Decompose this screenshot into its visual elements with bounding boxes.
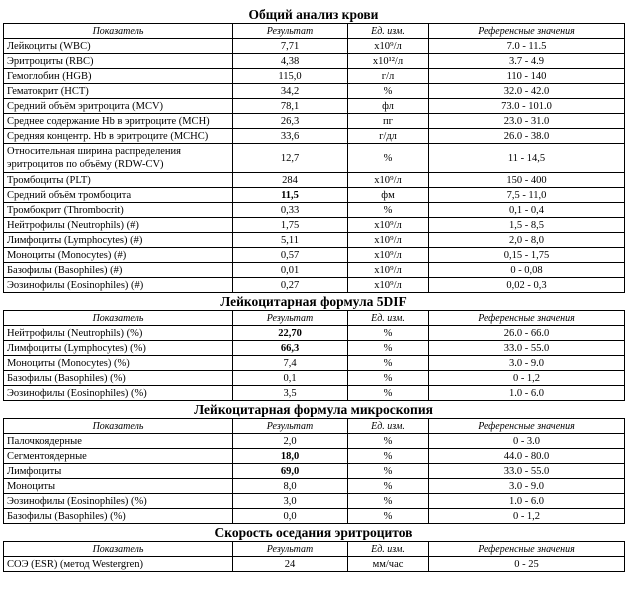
table-row bbox=[4, 557, 625, 572]
reference-range: 44.0 - 80.0 bbox=[429, 449, 625, 464]
reference-range: 110 - 140 bbox=[429, 69, 625, 84]
result-value: 26,3 bbox=[233, 114, 348, 129]
section-title: Лейкоцитарная формула микроскопия bbox=[194, 402, 433, 417]
result-value: 115,0 bbox=[233, 69, 348, 84]
result-value: 0,33 bbox=[233, 203, 348, 218]
result-value: 33,6 bbox=[233, 129, 348, 144]
column-header-unit: Ед. изм. bbox=[348, 419, 429, 434]
results-table bbox=[3, 541, 625, 572]
result-value: 7,71 bbox=[233, 39, 348, 54]
reference-range: 3.7 - 4.9 bbox=[429, 54, 625, 69]
reference-range: 0 - 3.0 bbox=[429, 434, 625, 449]
unit-value: % bbox=[348, 386, 429, 401]
unit-value: % bbox=[348, 203, 429, 218]
reference-range: 23.0 - 31.0 bbox=[429, 114, 625, 129]
reference-range: 0,1 - 0,4 bbox=[429, 203, 625, 218]
reference-range: 3.0 - 9.0 bbox=[429, 356, 625, 371]
result-value: 8,0 bbox=[233, 479, 348, 494]
result-value: 66,3 bbox=[233, 341, 348, 356]
unit-value: % bbox=[348, 326, 429, 341]
unit-value: % bbox=[348, 509, 429, 524]
parameter-name: Лейкоциты (WBC) bbox=[4, 39, 233, 54]
parameter-name: Моноциты bbox=[4, 479, 233, 494]
unit-value: % bbox=[348, 341, 429, 356]
table-row bbox=[4, 509, 625, 524]
unit-value: x10⁹/л bbox=[348, 218, 429, 233]
table-header-row bbox=[4, 24, 625, 39]
result-value: 24 bbox=[233, 557, 348, 572]
parameter-name: Базофилы (Basophiles) (#) bbox=[4, 263, 233, 278]
parameter-name: Гемоглобин (HGB) bbox=[4, 69, 233, 84]
table-header-row bbox=[4, 542, 625, 557]
column-header-reference: Референсные значения bbox=[429, 24, 625, 39]
result-value: 12,7 bbox=[233, 144, 348, 173]
parameter-name: Лимфоциты bbox=[4, 464, 233, 479]
column-header-unit: Ед. изм. bbox=[348, 542, 429, 557]
table-row bbox=[4, 356, 625, 371]
results-table bbox=[3, 310, 625, 401]
reference-range: 0 - 25 bbox=[429, 557, 625, 572]
unit-value: мм/час bbox=[348, 557, 429, 572]
unit-value: % bbox=[348, 449, 429, 464]
result-value: 34,2 bbox=[233, 84, 348, 99]
reference-range: 3.0 - 9.0 bbox=[429, 479, 625, 494]
unit-value: % bbox=[348, 356, 429, 371]
reference-range: 11 - 14,5 bbox=[429, 144, 625, 173]
column-header-result: Результат bbox=[233, 24, 348, 39]
unit-value: x10⁹/л bbox=[348, 173, 429, 188]
unit-value: % bbox=[348, 371, 429, 386]
unit-value: пг bbox=[348, 114, 429, 129]
result-value: 11,5 bbox=[233, 188, 348, 203]
table-row bbox=[4, 173, 625, 188]
result-value: 0,01 bbox=[233, 263, 348, 278]
column-header-parameter: Показатель bbox=[4, 311, 233, 326]
reference-range: 0,02 - 0,3 bbox=[429, 278, 625, 293]
reference-range: 26.0 - 38.0 bbox=[429, 129, 625, 144]
reference-range: 0 - 1,2 bbox=[429, 509, 625, 524]
table-row bbox=[4, 434, 625, 449]
parameter-name: Эритроциты (RBC) bbox=[4, 54, 233, 69]
result-value: 2,0 bbox=[233, 434, 348, 449]
column-header-reference: Референсные значения bbox=[429, 542, 625, 557]
parameter-name: Эозинофилы (Eosinophiles) (%) bbox=[4, 386, 233, 401]
parameter-name: Средняя концентр. Hb в эритроците (MCHC) bbox=[4, 129, 233, 144]
table-row bbox=[4, 479, 625, 494]
unit-value: x10⁹/л bbox=[348, 278, 429, 293]
table-row bbox=[4, 69, 625, 84]
table-row bbox=[4, 326, 625, 341]
parameter-name: Среднее содержание Hb в эритроците (MCH) bbox=[4, 114, 233, 129]
reference-range: 33.0 - 55.0 bbox=[429, 341, 625, 356]
parameter-name: Эозинофилы (Eosinophiles) (#) bbox=[4, 278, 233, 293]
result-value: 3,0 bbox=[233, 494, 348, 509]
table-row bbox=[4, 203, 625, 218]
table-row bbox=[4, 464, 625, 479]
table-row bbox=[4, 263, 625, 278]
unit-value: x10¹²/л bbox=[348, 54, 429, 69]
table-row bbox=[4, 494, 625, 509]
parameter-name: Средний объём тромбоцита bbox=[4, 188, 233, 203]
table-header-row bbox=[4, 419, 625, 434]
reference-range: 0,15 - 1,75 bbox=[429, 248, 625, 263]
unit-value: x10⁹/л bbox=[348, 248, 429, 263]
lab-report bbox=[0, 6, 627, 572]
unit-value: % bbox=[348, 464, 429, 479]
result-value: 0,1 bbox=[233, 371, 348, 386]
column-header-reference: Референсные значения bbox=[429, 419, 625, 434]
result-value: 284 bbox=[233, 173, 348, 188]
parameter-name: Тромбоциты (PLT) bbox=[4, 173, 233, 188]
unit-value: г/л bbox=[348, 69, 429, 84]
column-header-unit: Ед. изм. bbox=[348, 311, 429, 326]
parameter-name: СОЭ (ESR) (метод Westergren) bbox=[4, 557, 233, 572]
result-value: 7,4 bbox=[233, 356, 348, 371]
unit-value: фм bbox=[348, 188, 429, 203]
section-title: Скорость оседания эритроцитов bbox=[214, 525, 413, 540]
result-value: 0,0 bbox=[233, 509, 348, 524]
reference-range: 1.0 - 6.0 bbox=[429, 386, 625, 401]
table-row bbox=[4, 371, 625, 386]
reference-range: 7,5 - 11,0 bbox=[429, 188, 625, 203]
reference-range: 7.0 - 11.5 bbox=[429, 39, 625, 54]
parameter-name: Относительная ширина распределения эритроцитов по объёму (RDW-CV) bbox=[4, 144, 233, 173]
column-header-parameter: Показатель bbox=[4, 542, 233, 557]
result-value: 22,70 bbox=[233, 326, 348, 341]
section-title: Лейкоцитарная формула 5DIF bbox=[220, 294, 407, 309]
parameter-name: Тромбокрит (Thrombocrit) bbox=[4, 203, 233, 218]
unit-value: % bbox=[348, 434, 429, 449]
parameter-name: Средний объём эритроцита (MCV) bbox=[4, 99, 233, 114]
table-row bbox=[4, 386, 625, 401]
result-value: 3,5 bbox=[233, 386, 348, 401]
result-value: 69,0 bbox=[233, 464, 348, 479]
column-header-unit: Ед. изм. bbox=[348, 24, 429, 39]
reference-range: 1.0 - 6.0 bbox=[429, 494, 625, 509]
result-value: 5,11 bbox=[233, 233, 348, 248]
table-row bbox=[4, 39, 625, 54]
reference-range: 1,5 - 8,5 bbox=[429, 218, 625, 233]
unit-value: фл bbox=[348, 99, 429, 114]
reference-range: 150 - 400 bbox=[429, 173, 625, 188]
results-table bbox=[3, 23, 625, 293]
column-header-parameter: Показатель bbox=[4, 419, 233, 434]
reference-range: 26.0 - 66.0 bbox=[429, 326, 625, 341]
parameter-name: Лимфоциты (Lymphocytes) (%) bbox=[4, 341, 233, 356]
table-row bbox=[4, 99, 625, 114]
reference-range: 0 - 0,08 bbox=[429, 263, 625, 278]
unit-value: x10⁹/л bbox=[348, 233, 429, 248]
reference-range: 2,0 - 8,0 bbox=[429, 233, 625, 248]
parameter-name: Гематокрит (HCT) bbox=[4, 84, 233, 99]
result-value: 0,27 bbox=[233, 278, 348, 293]
parameter-name: Моноциты (Monocytes) (#) bbox=[4, 248, 233, 263]
result-value: 78,1 bbox=[233, 99, 348, 114]
results-table bbox=[3, 418, 625, 524]
table-row bbox=[4, 233, 625, 248]
reference-range: 73.0 - 101.0 bbox=[429, 99, 625, 114]
reference-range: 32.0 - 42.0 bbox=[429, 84, 625, 99]
table-row bbox=[4, 84, 625, 99]
unit-value: % bbox=[348, 479, 429, 494]
table-row bbox=[4, 114, 625, 129]
table-row bbox=[4, 129, 625, 144]
parameter-name: Эозинофилы (Eosinophiles) (%) bbox=[4, 494, 233, 509]
section-title: Общий анализ крови bbox=[248, 7, 379, 22]
reference-range: 0 - 1,2 bbox=[429, 371, 625, 386]
result-value: 4,38 bbox=[233, 54, 348, 69]
column-header-result: Результат bbox=[233, 419, 348, 434]
table-header-row bbox=[4, 311, 625, 326]
column-header-parameter: Показатель bbox=[4, 24, 233, 39]
table-row bbox=[4, 341, 625, 356]
table-row bbox=[4, 449, 625, 464]
parameter-name: Нейтрофилы (Neutrophils) (%) bbox=[4, 326, 233, 341]
table-row bbox=[4, 188, 625, 203]
parameter-name: Базофилы (Basophiles) (%) bbox=[4, 371, 233, 386]
column-header-result: Результат bbox=[233, 311, 348, 326]
parameter-name: Базофилы (Basophiles) (%) bbox=[4, 509, 233, 524]
parameter-name: Палочкоядерные bbox=[4, 434, 233, 449]
result-value: 18,0 bbox=[233, 449, 348, 464]
unit-value: % bbox=[348, 144, 429, 173]
unit-value: x10⁹/л bbox=[348, 39, 429, 54]
result-value: 0,57 bbox=[233, 248, 348, 263]
parameter-name: Нейтрофилы (Neutrophils) (#) bbox=[4, 218, 233, 233]
column-header-result: Результат bbox=[233, 542, 348, 557]
unit-value: г/дл bbox=[348, 129, 429, 144]
unit-value: % bbox=[348, 84, 429, 99]
parameter-name: Моноциты (Monocytes) (%) bbox=[4, 356, 233, 371]
unit-value: % bbox=[348, 494, 429, 509]
parameter-name: Лимфоциты (Lymphocytes) (#) bbox=[4, 233, 233, 248]
reference-range: 33.0 - 55.0 bbox=[429, 464, 625, 479]
table-row bbox=[4, 248, 625, 263]
table-row bbox=[4, 144, 625, 173]
table-row bbox=[4, 54, 625, 69]
parameter-name: Сегментоядерные bbox=[4, 449, 233, 464]
unit-value: x10⁹/л bbox=[348, 263, 429, 278]
result-value: 1,75 bbox=[233, 218, 348, 233]
table-row bbox=[4, 278, 625, 293]
column-header-reference: Референсные значения bbox=[429, 311, 625, 326]
table-row bbox=[4, 218, 625, 233]
